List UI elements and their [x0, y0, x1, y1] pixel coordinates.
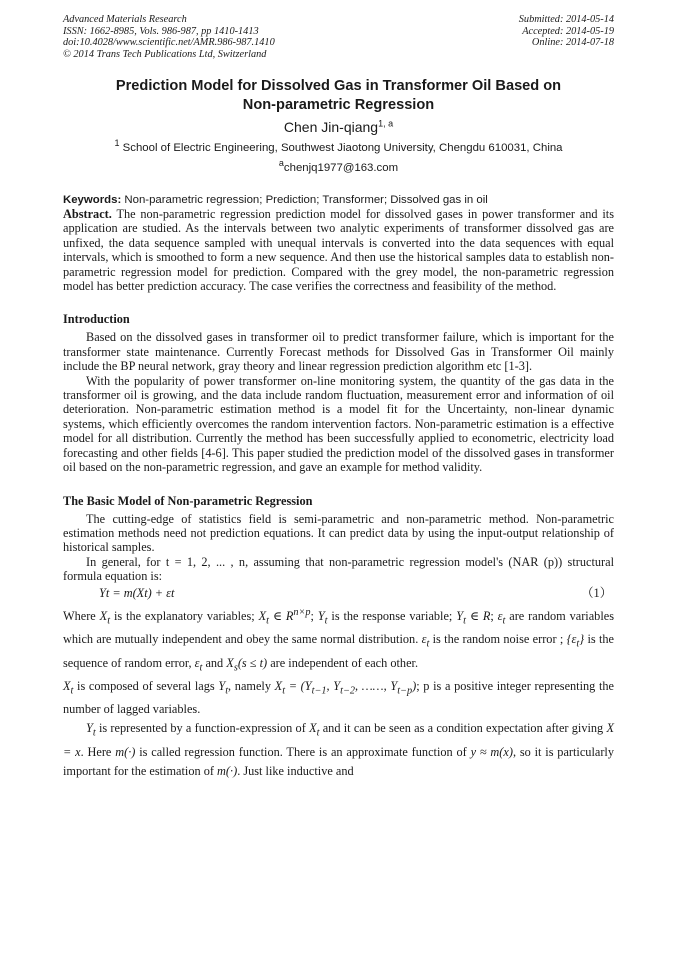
basic-paragraph-2: In general, for t = 1, 2, ... , n, assuming that non-parametric regression model's (NAR (p)) structural formula equation is: [63, 554, 614, 584]
math-xt-in-r: $X_t$ ∈ $R^{n\times p}$ [258, 606, 311, 627]
p3-text-g: and [205, 655, 224, 670]
p3-text-e: is the random noise error ; [432, 632, 564, 647]
p3-text-h: are independent of each other. [270, 655, 419, 670]
p5-text-e: , so it is particularly important for the estimation of [63, 744, 614, 778]
accepted-date: Accepted: 2014-05-19 [522, 25, 614, 37]
p4-text-c: ; p is a positive integer representing the number of lagged variables. [63, 678, 614, 717]
math-yt: $Y_t$ [317, 608, 328, 627]
equation-1-number: （1） [581, 585, 612, 600]
author-line [63, 118, 614, 136]
abstract-text: The non-parametric regression prediction model for dissolved gases in power transformer and its application are studied. As the intervals between two analytic experiments of transformer dissolved gas are unfixed, the data sequence sampled with unequal intervals is converted into the data sequences with equal intervals, which is smoothed to form a new sequence. And then use the historical samples data to establish non-parametric regression model for prediction. Compared with the grey model, the non-parametric regression model has better prediction accuracy. The case verifies the correctness and feasibility of the method. [63, 207, 614, 294]
author-superscript: 1, a [378, 118, 394, 129]
basic-paragraph-3: Where $X_t$ is the explanatory variables; $X_t$ ∈ $R^{n\times p}$; $Y_t$ is the response variable; $Y_t$ ∈ R; $\varepsilon_t$ are random variables which are mutually independent and obey the same normal distribution. $\varepsilon_t$ is the random noise error ; $\{\varepsilon_t\}$ is the sequence of random error, $\varepsilon_t$ and $X_s(s \le t)$ are independent of each other. [63, 606, 615, 673]
equation-1 [63, 585, 614, 601]
math-xt: $X_t$ [99, 608, 111, 627]
running-header [63, 14, 614, 60]
equation-1-formula: Yt = m(Xt) + εt [99, 585, 175, 600]
math-y-approx-mx: y ≈ m(x) [470, 744, 513, 759]
issn-line: ISSN: 1662-8985, Vols. 986-987, pp 1410-1413 [63, 25, 259, 37]
abstract-label: Abstract. [63, 207, 112, 221]
math-xs: $X_s(s \le t)$ [226, 655, 268, 673]
math-eps-t-2: $\varepsilon_t$ [421, 632, 430, 650]
intro-paragraph-2: With the popularity of power transformer on-line monitoring system, the quantity of the gas data in the transformer oil is growing, and the data include random fluctuation, measurement error and information of oil deterioration. Non-parametric estimation method is a model fit for the Uncertainty, non-linear dynamic systems, which efficiently overcomes the random intervention factors. Non-parametric estimation is a effective model for all distribution. Currently the method has been successfully applied to econometric, electricity load forecasting and other fields [4-6]. This paper studied the prediction model of the dissolved gases in transformer oil based on the non-parametric regression, and gave an example for method validity. [63, 373, 614, 475]
dates-info [519, 14, 614, 60]
abstract [63, 207, 614, 293]
p3-text-b: is the explanatory variables; [113, 608, 255, 623]
paper-page [63, 14, 614, 781]
author-name: Chen Jin-qiang [283, 119, 379, 135]
math-xt-2: $X_t$ [63, 678, 74, 697]
keywords [63, 193, 614, 207]
affiliation [63, 138, 614, 155]
p5-text-d: is called regression function. There is an approximate function of [139, 744, 467, 759]
doi-line: doi:10.4028/www.scientific.net/AMR.986-987.1410 [63, 37, 275, 48]
p5-text-b: and it can be seen as a condition expectation after giving [322, 721, 604, 736]
math-eps-seq: $\{\varepsilon_t\}$ [566, 632, 585, 650]
submitted-date: Submitted: 2014-05-14 [518, 14, 614, 25]
basic-paragraph-1: The cutting-edge of statistics field is semi-parametric and non-parametric method. Non-parametric estimation methods need not prediction equations. It can predict data by using the input-output relationship of historical samples. [63, 511, 614, 555]
math-yt-2: $Y_t$ [218, 678, 229, 697]
math-eps-t: $\varepsilon_t$ [497, 608, 506, 627]
math-m-dot: m(·) [115, 744, 136, 759]
p5-text-c: . Here [80, 744, 112, 759]
p5-text-a: is represented by a function-expression of [98, 721, 306, 736]
affiliation-text: School of Electric Engineering, Southwest Jiaotong University, Chengdu 610031, China [122, 142, 563, 154]
email-text: chenjq1977@163.com [283, 162, 399, 174]
email-superscript: a [278, 158, 284, 169]
intro-paragraph-1: Based on the dissolved gases in transformer oil to predict transformer failure, which is important for the transformer state maintenance. Currently Forecast methods for Dissolved Gas in Transformer Oil mainly include the BP neural network, gray theory and linear regression prediction algorithm etc [1-3]. [63, 330, 614, 374]
p3-text-a: Where [63, 608, 96, 623]
author-email [63, 158, 614, 175]
math-x-eq-x: X = x [63, 721, 614, 759]
math-m-dot-2: m(·) [217, 763, 238, 778]
p4-text-a: is composed of several lags [77, 678, 215, 693]
p3-text-d: are random variables which are mutually independent and obey the same normal distribution. [63, 608, 614, 647]
title-line-1: Prediction Model for Dissolved Gas in Transformer Oil Based on [115, 78, 562, 94]
affiliation-superscript: 1 [114, 138, 120, 149]
publication-info [63, 14, 275, 60]
section-heading-basic-model: The Basic Model of Non-parametric Regression [63, 493, 313, 508]
keywords-label: Keywords: [63, 194, 122, 206]
paper-title [63, 77, 614, 115]
basic-paragraph-5 [63, 719, 614, 780]
copyright-line: © 2014 Trans Tech Publications Ltd, Switzerland [63, 48, 267, 60]
p3-text-f: is the sequence of random error, [63, 632, 615, 670]
math-yt-3: $Y_t$ [86, 721, 96, 739]
math-yt-in-r: $Y_t$ ∈ R [456, 608, 491, 627]
title-line-2: Non-parametric Regression [242, 97, 435, 113]
math-xt-lags: $X_t = (Y_{t-1}$, $Y_{t-2}$, ……, $Y_{t-p}$) [274, 678, 417, 697]
section-heading-introduction: Introduction [63, 312, 130, 327]
keywords-text: Non-parametric regression; Prediction; Transformer; Dissolved gas in oil [124, 194, 488, 206]
p3-text-c: is the response variable; [331, 608, 453, 623]
math-eps-t-3: $\varepsilon_t$ [194, 655, 203, 673]
p5-text-f: . Just like inductive and [237, 763, 354, 778]
basic-paragraph-4 [63, 677, 614, 719]
p4-text-b: , namely [228, 678, 271, 693]
online-date: Online: 2014-07-18 [531, 37, 614, 48]
journal-name: Advanced Materials Research [63, 14, 187, 25]
math-xt-3: $X_t$ [309, 721, 320, 739]
